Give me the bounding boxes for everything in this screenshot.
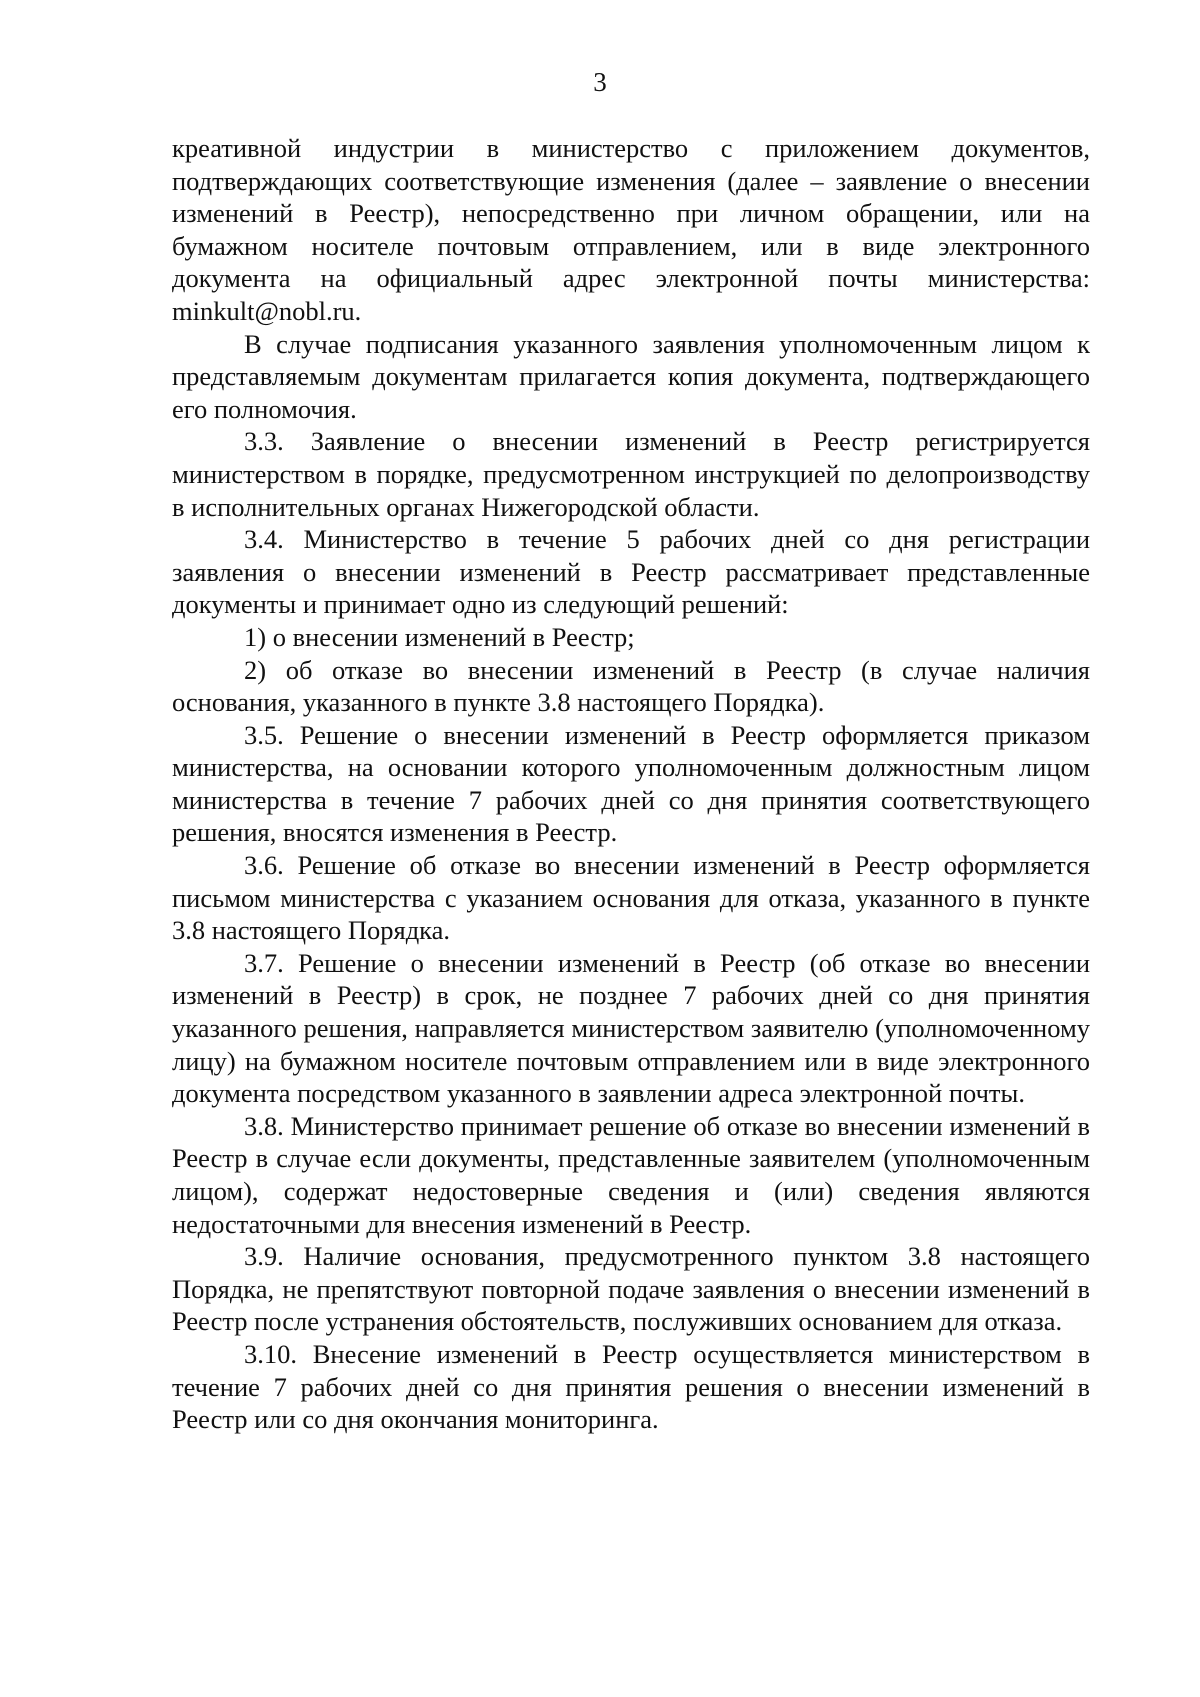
paragraph-3-7: 3.7. Решение о внесении изменений в Реестр (об отказе во внесении изменений в Реестр) в срок, не позднее 7 рабочих дней со дня принятия указанного решения, направляется министерством заявителю (уполномоченному лицу) на бумажном носителе почтовым отправлением или в виде электронного документа посредством указанного в заявлении адреса электронной почты. (172, 947, 1090, 1109)
paragraph-continuation: креативной индустрии в министерство с приложением документов, подтверждающих соответствующие изменения (далее – заявление о внесении изменений в Реестр), непосредственно при личном обращении, или на бумажном носителе почтовым отправлением, или в виде электронного документа на официальный адрес электронной почты министерства: minkult@nobl.ru. (172, 133, 1090, 326)
page-number: 3 (593, 67, 607, 97)
paragraph-3-4-item-2: 2) об отказе во внесении изменений в Реестр (в случае наличия основания, указанного в пункте 3.8 настоящего Порядка). (172, 654, 1090, 718)
paragraph-3-5: 3.5. Решение о внесении изменений в Реестр оформляется приказом министерства, на основании которого уполномоченным должностным лицом министерства в течение 7 рабочих дней со дня принятия соответствующего решения, вносятся изменения в Реестр. (172, 719, 1090, 848)
paragraph-3-3: 3.3. Заявление о внесении изменений в Реестр регистрируется министерством в порядке, предусмотренном инструкцией по делопроизводству в исполнительных органах Нижегородской области. (172, 426, 1090, 522)
paragraph-3-4: 3.4. Министерство в течение 5 рабочих дней со дня регистрации заявления о внесении изменений в Реестр рассматривает представленные документы и принимает одно из следующий решений: (172, 524, 1090, 620)
paragraph-3-8: 3.8. Министерство принимает решение об отказе во внесении изменений в Реестр в случае если документы, представленные заявителем (уполномоченным лицом), содержат недостоверные сведения и (или) сведения являются недостаточными для внесения изменений в Реестр. (172, 1110, 1090, 1239)
paragraph-3-10: 3.10. Внесение изменений в Реестр осуществляется министерством в течение 7 рабочих дней со дня принятия решения о внесении изменений в Реестр или со дня окончания мониторинга. (172, 1338, 1090, 1435)
paragraph-3-6: 3.6. Решение об отказе во внесении изменений в Реестр оформляется письмом министерства с указанием основания для отказа, указанного в пункте 3.8 настоящего Порядка. (172, 850, 1090, 946)
document-body (172, 132, 1090, 1436)
paragraph-3-9: 3.9. Наличие основания, предусмотренного пунктом 3.8 настоящего Порядка, не препятствуют повторной подаче заявления о внесении изменений в Реестр после устранения обстоятельств, послуживших основанием для отказа. (172, 1241, 1090, 1337)
paragraph-3-4-item-1: 1) о внесении изменений в Реестр; (244, 621, 635, 652)
paragraph-authorized-person: В случае подписания указанного заявления уполномоченным лицом к представляемым документам прилагается копия документа, подтверждающего его полномочия. (172, 328, 1090, 424)
